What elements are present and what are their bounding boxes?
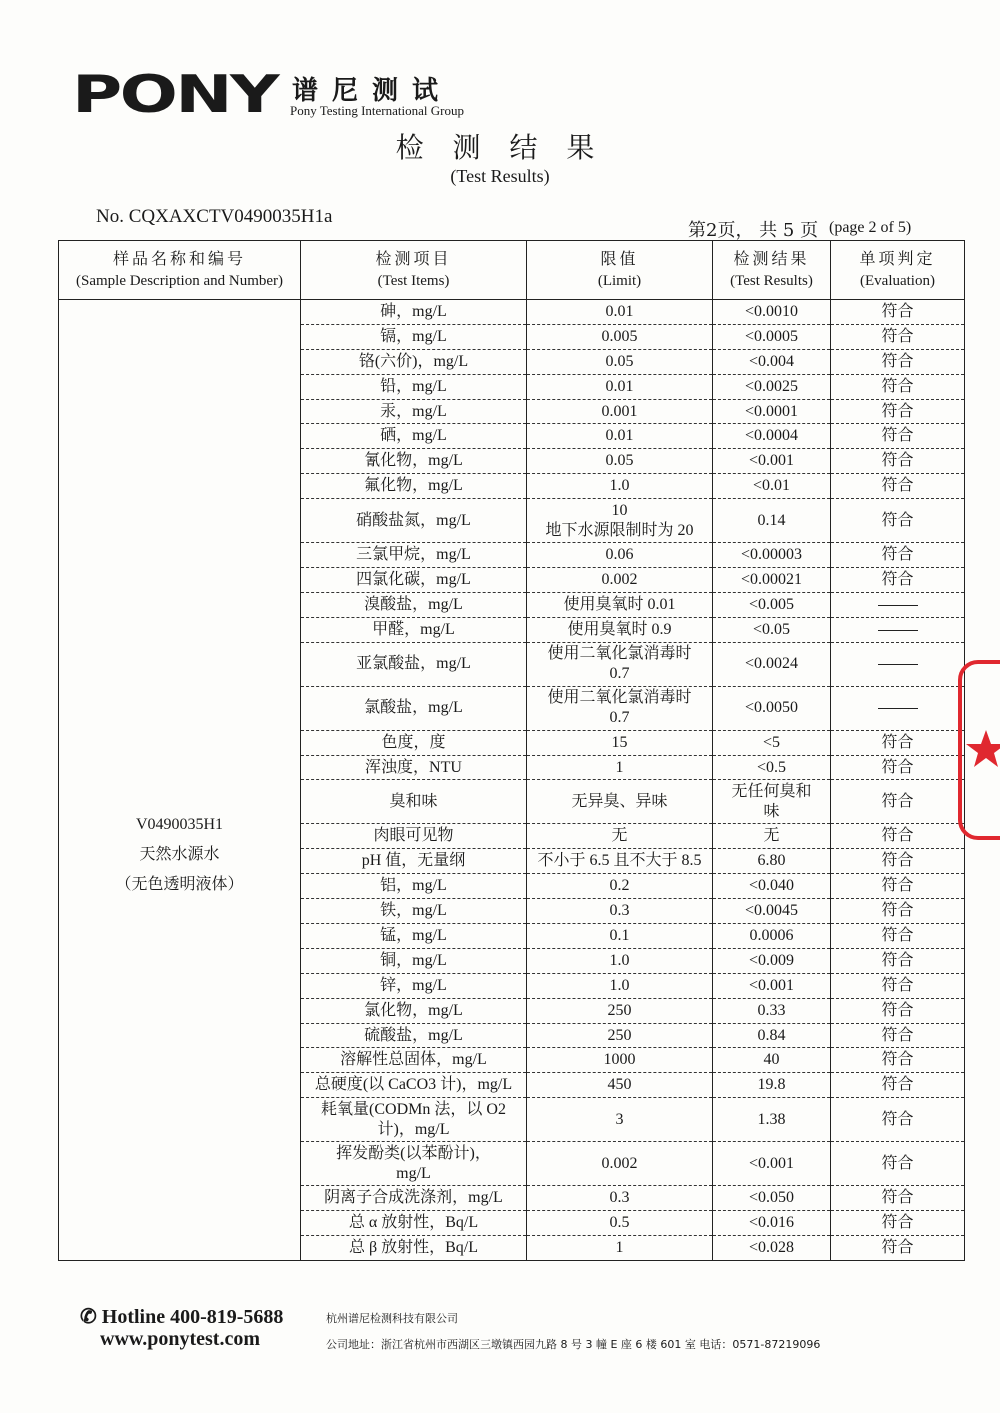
- svg-text:PONY: PONY: [72, 68, 282, 116]
- limit-value: 使用二氧化氯消毒时 0.7: [527, 642, 713, 686]
- document-title-en: (Test Results): [450, 166, 550, 186]
- limit-value: 250: [527, 1023, 713, 1048]
- page-indicator-en: (page 2 of 5): [829, 219, 912, 236]
- evaluation: 符合: [831, 730, 965, 755]
- evaluation: 符合: [831, 948, 965, 973]
- hotline: ✆ Hotline 400-819-5688: [80, 1306, 284, 1328]
- evaluation: [831, 592, 965, 617]
- test-result: <0.0004: [713, 424, 831, 449]
- evaluation: 符合: [831, 824, 965, 849]
- test-item: 色度，度: [301, 730, 527, 755]
- website-link[interactable]: www.ponytest.com: [100, 1328, 260, 1350]
- evaluation: 符合: [831, 998, 965, 1023]
- limit-value: 15: [527, 730, 713, 755]
- test-item: 溴酸盐，mg/L: [301, 592, 527, 617]
- limit-value: 0.002: [527, 1142, 713, 1186]
- header-limit: 限值 (Limit): [527, 241, 713, 300]
- limit-value: 0.001: [527, 399, 713, 424]
- header-evaluation: 单项判定 (Evaluation): [831, 241, 965, 300]
- limit-value: 0.002: [527, 568, 713, 593]
- test-result: <0.00003: [713, 543, 831, 568]
- company-address: 公司地址：浙江省杭州市西湖区三墩镇西园九路 8 号 3 幢 E 座 6 楼 601 室 电话：0571-87219096: [326, 1338, 821, 1351]
- limit-value: 1.0: [527, 948, 713, 973]
- limit-value: 450: [527, 1073, 713, 1098]
- limit-value: 1.0: [527, 973, 713, 998]
- limit-value: 0.01: [527, 300, 713, 325]
- test-result: <0.01: [713, 474, 831, 499]
- evaluation: 符合: [831, 780, 965, 824]
- limit-value: 1: [527, 755, 713, 780]
- evaluation: 符合: [831, 1023, 965, 1048]
- table-header-row: [59, 241, 965, 300]
- test-item: 铅，mg/L: [301, 374, 527, 399]
- evaluation: 符合: [831, 1236, 965, 1261]
- brand-name-cn: 谱尼测试: [292, 76, 453, 106]
- test-result: <0.0001: [713, 399, 831, 424]
- limit-value: 0.06: [527, 543, 713, 568]
- test-result: <0.001: [713, 1142, 831, 1186]
- limit-value: 10 地下水源限制时为 20: [527, 499, 713, 543]
- test-result: <0.040: [713, 874, 831, 899]
- evaluation: 符合: [831, 499, 965, 543]
- test-result: 0.14: [713, 499, 831, 543]
- test-result: <0.050: [713, 1186, 831, 1211]
- test-item: 总 α 放射性，Bq/L: [301, 1211, 527, 1236]
- test-result: 0.0006: [713, 924, 831, 949]
- test-item: 溶解性总固体，mg/L: [301, 1048, 527, 1073]
- sample-line2: 天然水源水: [139, 845, 220, 863]
- table-row: [59, 300, 965, 325]
- test-result: 1.38: [713, 1098, 831, 1142]
- limit-value: 0.05: [527, 449, 713, 474]
- limit-value: 无: [527, 824, 713, 849]
- test-result: <0.001: [713, 449, 831, 474]
- evaluation: 符合: [831, 399, 965, 424]
- test-item: 甲醛，mg/L: [301, 617, 527, 642]
- test-item: 硝酸盐氮，mg/L: [301, 499, 527, 543]
- evaluation: [831, 642, 965, 686]
- evaluation: 符合: [831, 349, 965, 374]
- test-result: <0.00021: [713, 568, 831, 593]
- test-result: <0.0045: [713, 899, 831, 924]
- test-result: <0.5: [713, 755, 831, 780]
- test-result: <0.016: [713, 1211, 831, 1236]
- evaluation: 符合: [831, 1098, 965, 1142]
- test-result: <0.005: [713, 592, 831, 617]
- limit-value: 1: [527, 1236, 713, 1261]
- limit-value: 0.3: [527, 899, 713, 924]
- test-item: 氰化物，mg/L: [301, 449, 527, 474]
- limit-value: 0.2: [527, 874, 713, 899]
- test-item: 硫酸盐，mg/L: [301, 1023, 527, 1048]
- evaluation: 符合: [831, 1211, 965, 1236]
- sample-description: [59, 300, 301, 1261]
- test-item: 氯化物，mg/L: [301, 998, 527, 1023]
- limit-value: 3: [527, 1098, 713, 1142]
- test-result: <0.001: [713, 973, 831, 998]
- test-result: 6.80: [713, 849, 831, 874]
- limit-value: 250: [527, 998, 713, 1023]
- test-item: 总硬度(以 CaCO3 计)，mg/L: [301, 1073, 527, 1098]
- page-indicator-cn: 第2页， 共 5 页: [688, 220, 819, 241]
- limit-value: 不小于 6.5 且不大于 8.5: [527, 849, 713, 874]
- seal-stamp: [958, 660, 1000, 840]
- test-item: 锰，mg/L: [301, 924, 527, 949]
- test-result: <0.004: [713, 349, 831, 374]
- test-item: 硒，mg/L: [301, 424, 527, 449]
- test-item: 亚氯酸盐，mg/L: [301, 642, 527, 686]
- test-item: 铜，mg/L: [301, 948, 527, 973]
- test-result: <5: [713, 730, 831, 755]
- evaluation: 符合: [831, 374, 965, 399]
- test-item: 锌，mg/L: [301, 973, 527, 998]
- test-result: 无任何臭和 味: [713, 780, 831, 824]
- header-sample: 样品名称和编号 (Sample Description and Number): [59, 241, 301, 300]
- limit-value: 1.0: [527, 474, 713, 499]
- not-applicable-dash: [878, 664, 918, 665]
- evaluation: 符合: [831, 1048, 965, 1073]
- limit-value: 0.1: [527, 924, 713, 949]
- sample-line1: V0490035H1: [135, 815, 224, 833]
- test-item: pH 值，无量纲: [301, 849, 527, 874]
- test-result: <0.0010: [713, 300, 831, 325]
- limit-value: 0.3: [527, 1186, 713, 1211]
- report-number: No. CQXAXCTV0490035H1a: [96, 206, 333, 227]
- limit-value: 0.01: [527, 374, 713, 399]
- limit-value: 0.5: [527, 1211, 713, 1236]
- evaluation: 符合: [831, 568, 965, 593]
- not-applicable-dash: [878, 605, 918, 606]
- limit-value: 0.005: [527, 324, 713, 349]
- test-result: <0.009: [713, 948, 831, 973]
- test-item: 镉，mg/L: [301, 324, 527, 349]
- limit-value: 0.01: [527, 424, 713, 449]
- evaluation: 符合: [831, 874, 965, 899]
- test-result: <0.0005: [713, 324, 831, 349]
- test-result: <0.05: [713, 617, 831, 642]
- test-item: 铝，mg/L: [301, 874, 527, 899]
- evaluation: 符合: [831, 899, 965, 924]
- test-result: <0.0025: [713, 374, 831, 399]
- test-result: 19.8: [713, 1073, 831, 1098]
- test-result: <0.0050: [713, 686, 831, 730]
- test-item: 肉眼可见物: [301, 824, 527, 849]
- evaluation: 符合: [831, 324, 965, 349]
- limit-value: 使用臭氧时 0.01: [527, 592, 713, 617]
- limit-value: 使用臭氧时 0.9: [527, 617, 713, 642]
- header-results: 检测结果 (Test Results): [713, 241, 831, 300]
- test-result: 0.33: [713, 998, 831, 1023]
- evaluation: [831, 686, 965, 730]
- evaluation: 符合: [831, 973, 965, 998]
- test-result: 无: [713, 824, 831, 849]
- test-item: 阴离子合成洗涤剂，mg/L: [301, 1186, 527, 1211]
- evaluation: 符合: [831, 1186, 965, 1211]
- test-item: 耗氧量(CODMn 法，以 O2 计)，mg/L: [301, 1098, 527, 1142]
- test-item: 氯酸盐，mg/L: [301, 686, 527, 730]
- evaluation: 符合: [831, 300, 965, 325]
- evaluation: 符合: [831, 924, 965, 949]
- limit-value: 使用二氧化氯消毒时 0.7: [527, 686, 713, 730]
- pony-logo: [72, 68, 282, 116]
- test-results-table: [58, 240, 965, 1261]
- limit-value: 0.05: [527, 349, 713, 374]
- test-item: 铁，mg/L: [301, 899, 527, 924]
- not-applicable-dash: [878, 630, 918, 631]
- evaluation: 符合: [831, 543, 965, 568]
- brand-name-en: Pony Testing International Group: [290, 103, 464, 118]
- evaluation: 符合: [831, 449, 965, 474]
- test-item: 四氯化碳，mg/L: [301, 568, 527, 593]
- test-result: <0.0024: [713, 642, 831, 686]
- test-item: 砷，mg/L: [301, 300, 527, 325]
- evaluation: 符合: [831, 424, 965, 449]
- document-title: 检 测 结 果: [395, 131, 605, 164]
- evaluation: 符合: [831, 1073, 965, 1098]
- header-items: 检测项目 (Test Items): [301, 241, 527, 300]
- evaluation: 符合: [831, 849, 965, 874]
- test-item: 三氯甲烷，mg/L: [301, 543, 527, 568]
- sample-line3: （无色透明液体）: [115, 875, 244, 893]
- company-name: 杭州谱尼检测科技有限公司: [326, 1312, 458, 1325]
- test-item: 臭和味: [301, 780, 527, 824]
- test-result: 40: [713, 1048, 831, 1073]
- test-item: 总 β 放射性，Bq/L: [301, 1236, 527, 1261]
- test-item: 浑浊度，NTU: [301, 755, 527, 780]
- evaluation: 符合: [831, 1142, 965, 1186]
- evaluation: 符合: [831, 474, 965, 499]
- test-item: 挥发酚类(以苯酚计)， mg/L: [301, 1142, 527, 1186]
- limit-value: 无异臭、异味: [527, 780, 713, 824]
- evaluation: 符合: [831, 755, 965, 780]
- limit-value: 1000: [527, 1048, 713, 1073]
- test-result: 0.84: [713, 1023, 831, 1048]
- test-item: 汞，mg/L: [301, 399, 527, 424]
- evaluation: [831, 617, 965, 642]
- not-applicable-dash: [878, 708, 918, 709]
- test-result: <0.028: [713, 1236, 831, 1261]
- test-item: 氟化物，mg/L: [301, 474, 527, 499]
- test-item: 铬(六价)，mg/L: [301, 349, 527, 374]
